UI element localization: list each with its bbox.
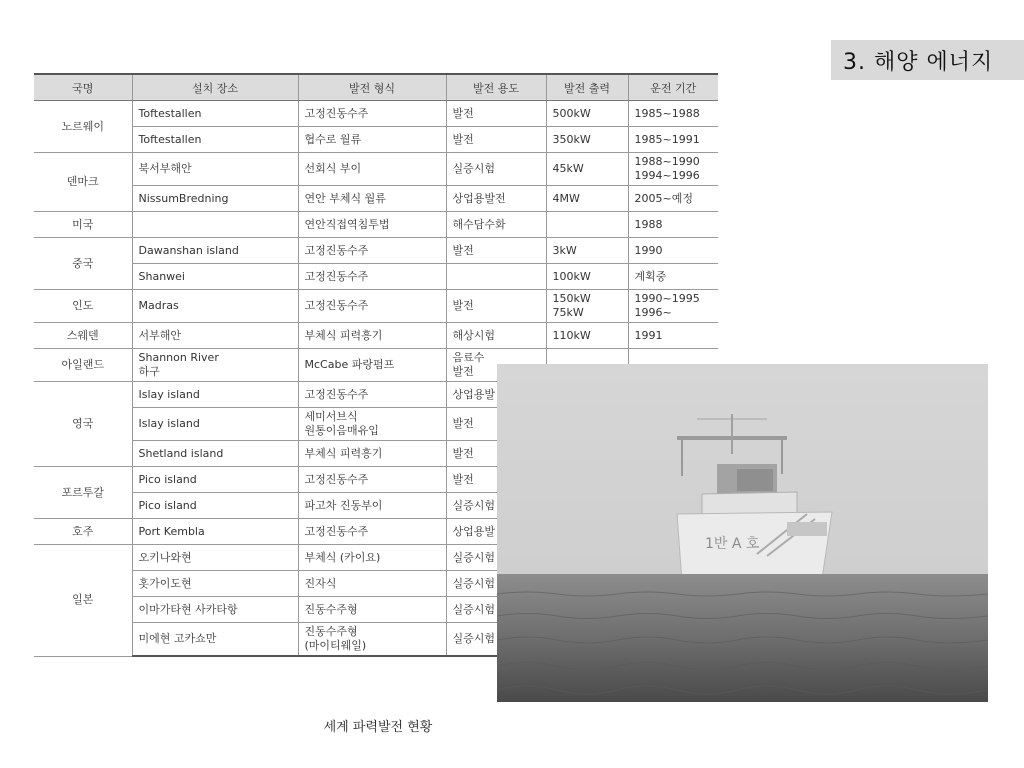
- table-row: [34, 153, 718, 186]
- table-row: [34, 212, 718, 238]
- header-use: 발전 용도: [446, 74, 546, 101]
- cell-type: 연안 부체식 월류: [298, 186, 446, 212]
- cell-output: 110kW: [546, 323, 628, 349]
- cell-country: 중국: [34, 238, 132, 290]
- cell-use: 상업용발전: [446, 186, 546, 212]
- ship-image: [497, 364, 988, 702]
- cell-site: Shanwei: [132, 264, 298, 290]
- cell-site: 오키나와현: [132, 545, 298, 571]
- cell-country: 아일랜드: [34, 349, 132, 382]
- cell-period: 1988~1990 1994~1996: [628, 153, 718, 186]
- table-row: [34, 238, 718, 264]
- cell-site: Madras: [132, 290, 298, 323]
- cell-use: 발전: [446, 290, 546, 323]
- cell-type: 고정진동수주: [298, 290, 446, 323]
- cell-period: 계획중: [628, 264, 718, 290]
- cell-site: 미에현 고카쇼만: [132, 623, 298, 657]
- header-site: 설치 장소: [132, 74, 298, 101]
- cell-type: 고정진동수주: [298, 467, 446, 493]
- cell-type: 세미서브식 원통이음매유입: [298, 408, 446, 441]
- cell-site: Pico island: [132, 467, 298, 493]
- table-row: [34, 290, 718, 323]
- cell-site: 서부해안: [132, 323, 298, 349]
- cell-site: 홋가이도현: [132, 571, 298, 597]
- cell-type: 파고차 진동부이: [298, 493, 446, 519]
- ship-hull-text: 1반 A 호: [705, 536, 760, 552]
- cell-site: Dawanshan island: [132, 238, 298, 264]
- cell-type: 부체식 피력흥기: [298, 441, 446, 467]
- cell-use: 실증시험: [446, 153, 546, 186]
- cell-use: 발전: [446, 441, 546, 467]
- cell-type: 진동수주형: [298, 597, 446, 623]
- header-country: 국명: [34, 74, 132, 101]
- cell-country: 노르웨이: [34, 101, 132, 153]
- cell-type: 부체식 (카이요): [298, 545, 446, 571]
- cell-site: [132, 212, 298, 238]
- cell-use: 해상시험: [446, 323, 546, 349]
- cell-output: 150kW 75kW: [546, 290, 628, 323]
- cell-site: Islay island: [132, 382, 298, 408]
- cell-period: 1990~1995 1996~: [628, 290, 718, 323]
- header-output: 발전 출력: [546, 74, 628, 101]
- cell-country: 스웨덴: [34, 323, 132, 349]
- cell-output: 3kW: [546, 238, 628, 264]
- cell-period: 1991: [628, 323, 718, 349]
- cell-output: 500kW: [546, 101, 628, 127]
- cell-period: 1990: [628, 238, 718, 264]
- cell-output: 350kW: [546, 127, 628, 153]
- cell-type: 고정진동수주: [298, 238, 446, 264]
- cell-use: 해수담수화: [446, 212, 546, 238]
- cell-type: 선회식 부이: [298, 153, 446, 186]
- cell-use: 실증시험: [446, 623, 546, 657]
- cell-site: Toftestallen: [132, 127, 298, 153]
- header-period: 운전 기간: [628, 74, 718, 101]
- cell-use: 발전: [446, 408, 546, 441]
- cell-type: McCabe 파랑펌프: [298, 349, 446, 382]
- table-header-row: [34, 74, 718, 101]
- table-caption: 세계 파력발전 현황: [323, 720, 433, 735]
- cell-site: NissumBredning: [132, 186, 298, 212]
- cell-use: [446, 264, 546, 290]
- cell-type: 협수로 월류: [298, 127, 446, 153]
- cell-period: 1985~1988: [628, 101, 718, 127]
- table-row: [34, 323, 718, 349]
- cell-country: 포르투갈: [34, 467, 132, 519]
- cell-output: 100kW: [546, 264, 628, 290]
- cell-site: Shetland island: [132, 441, 298, 467]
- cell-site: Islay island: [132, 408, 298, 441]
- cell-use: 실증시험: [446, 597, 546, 623]
- cell-use: 상업용발: [446, 382, 546, 408]
- cell-type: 고정진동수주: [298, 101, 446, 127]
- cell-country: 덴마크: [34, 153, 132, 212]
- cell-period: 1988: [628, 212, 718, 238]
- cell-site: Pico island: [132, 493, 298, 519]
- cell-use: 발전: [446, 127, 546, 153]
- table-row: [34, 127, 718, 153]
- cell-output: 4MW: [546, 186, 628, 212]
- cell-use: 발전: [446, 238, 546, 264]
- cell-period: 2005~예정: [628, 186, 718, 212]
- wave-power-ship-photo: [497, 364, 988, 702]
- cell-type: 고정진동수주: [298, 264, 446, 290]
- cell-site: Port Kembla: [132, 519, 298, 545]
- slide-title: 3. 해양 에너지: [831, 40, 1024, 80]
- cell-country: 일본: [34, 545, 132, 657]
- cell-type: 연안직접역침투법: [298, 212, 446, 238]
- cell-country: 인도: [34, 290, 132, 323]
- cell-output: [546, 212, 628, 238]
- cell-country: 영국: [34, 382, 132, 467]
- cell-site: 이마가타현 사카타항: [132, 597, 298, 623]
- cell-site: Toftestallen: [132, 101, 298, 127]
- cell-type: 고정진동수주: [298, 382, 446, 408]
- cell-use: 발전: [446, 467, 546, 493]
- cell-country: 호주: [34, 519, 132, 545]
- cell-period: 1985~1991: [628, 127, 718, 153]
- table-row: [34, 186, 718, 212]
- cell-use: 발전: [446, 101, 546, 127]
- cell-site: 북서부해안: [132, 153, 298, 186]
- cell-output: 45kW: [546, 153, 628, 186]
- cell-use: 음료수 발전: [446, 349, 546, 382]
- cell-use: 실증시험: [446, 493, 546, 519]
- table-row: [34, 101, 718, 127]
- cell-type: 부체식 피력흥기: [298, 323, 446, 349]
- cell-type: 진자식: [298, 571, 446, 597]
- cell-site: Shannon River 하구: [132, 349, 298, 382]
- header-type: 발전 형식: [298, 74, 446, 101]
- cell-use: 실증시험: [446, 571, 546, 597]
- cell-type: 진동수주형 (마이티웨일): [298, 623, 446, 657]
- cell-type: 고정진동수주: [298, 519, 446, 545]
- cell-use: 상업용발: [446, 519, 546, 545]
- cell-use: 실증시험: [446, 545, 546, 571]
- cell-country: 미국: [34, 212, 132, 238]
- table-row: [34, 264, 718, 290]
